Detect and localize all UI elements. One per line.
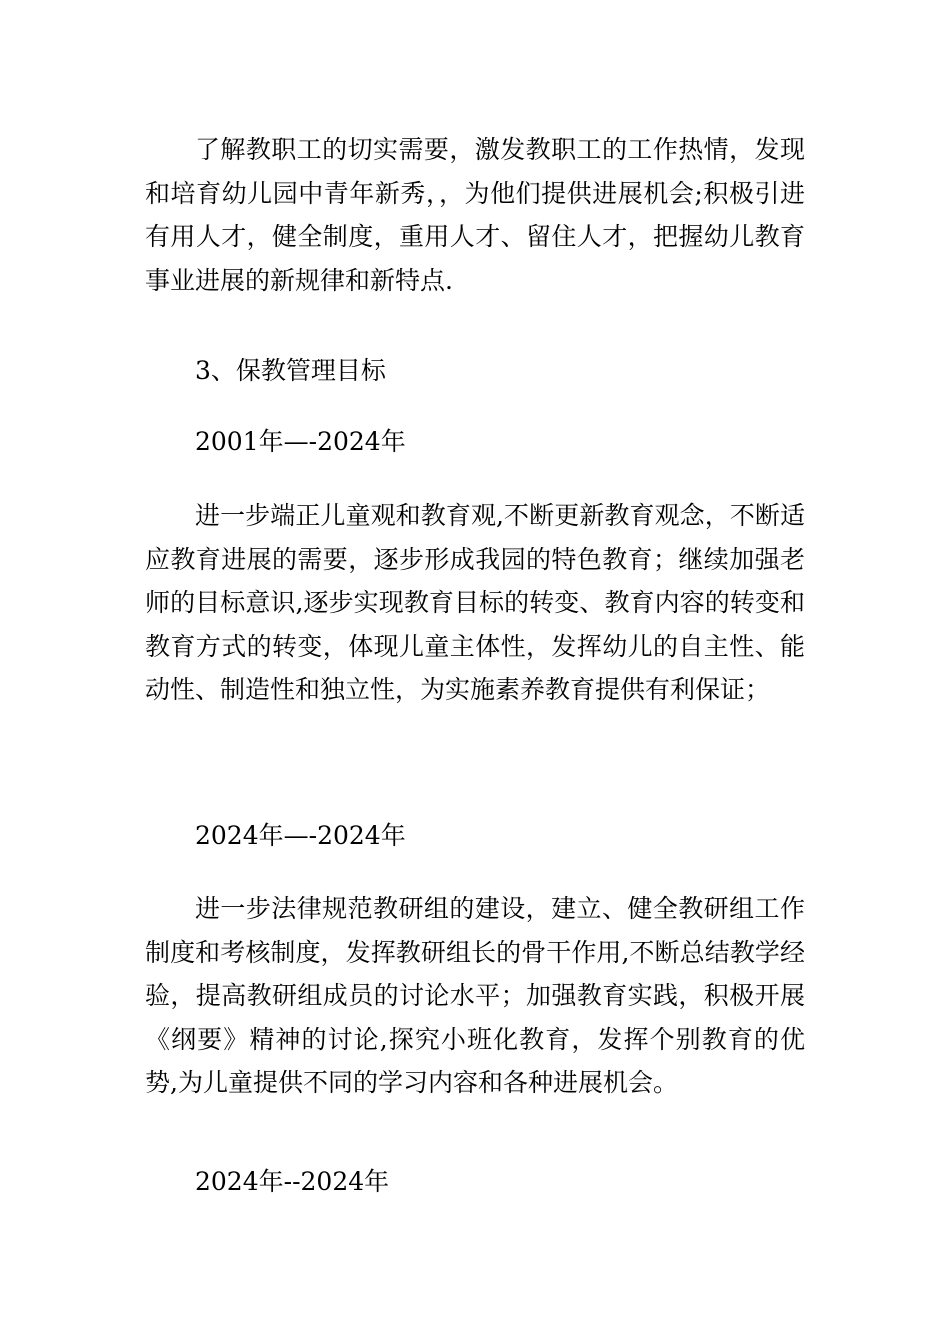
period-heading: 2024年—-2024年 (195, 821, 406, 850)
section-heading: 3、保教管理目标 (195, 356, 386, 385)
body-paragraph: 进一步端正儿童观和教育观,不断更新教育观念，不断适应教育进展的需要，逐步形成我园的特色教育；继续加强老师的目标意识,逐步实现教育目标的转变、教育内容的转变和教育方式的转变，体现儿童主体性，发挥幼儿的自主性、能动性、制造性和独立性，为实施素养教育提供有利保证； (145, 501, 805, 704)
body-paragraph: 了解教职工的切实需要，激发教职工的工作热情，发现和培育幼儿园中青年新秀，，为他们提供进展机会;积极引进有用人才，健全制度，重用人才、留住人才，把握幼儿教育事业进展的新规律和新特点. (145, 135, 805, 295)
period-heading: 2001年—-2024年 (195, 427, 406, 456)
period-heading: 2024年--2024年 (195, 1167, 390, 1196)
body-paragraph: 进一步法律规范教研组的建设，建立、健全教研组工作制度和考核制度，发挥教研组长的骨干作用,不断总结教学经验，提高教研组成员的讨论水平；加强教育实践，积极开展《纲要》精神的讨论,探究小班化教育，发挥个别教育的优势,为儿童提供不同的学习内容和各种进展机会。 (145, 894, 805, 1097)
